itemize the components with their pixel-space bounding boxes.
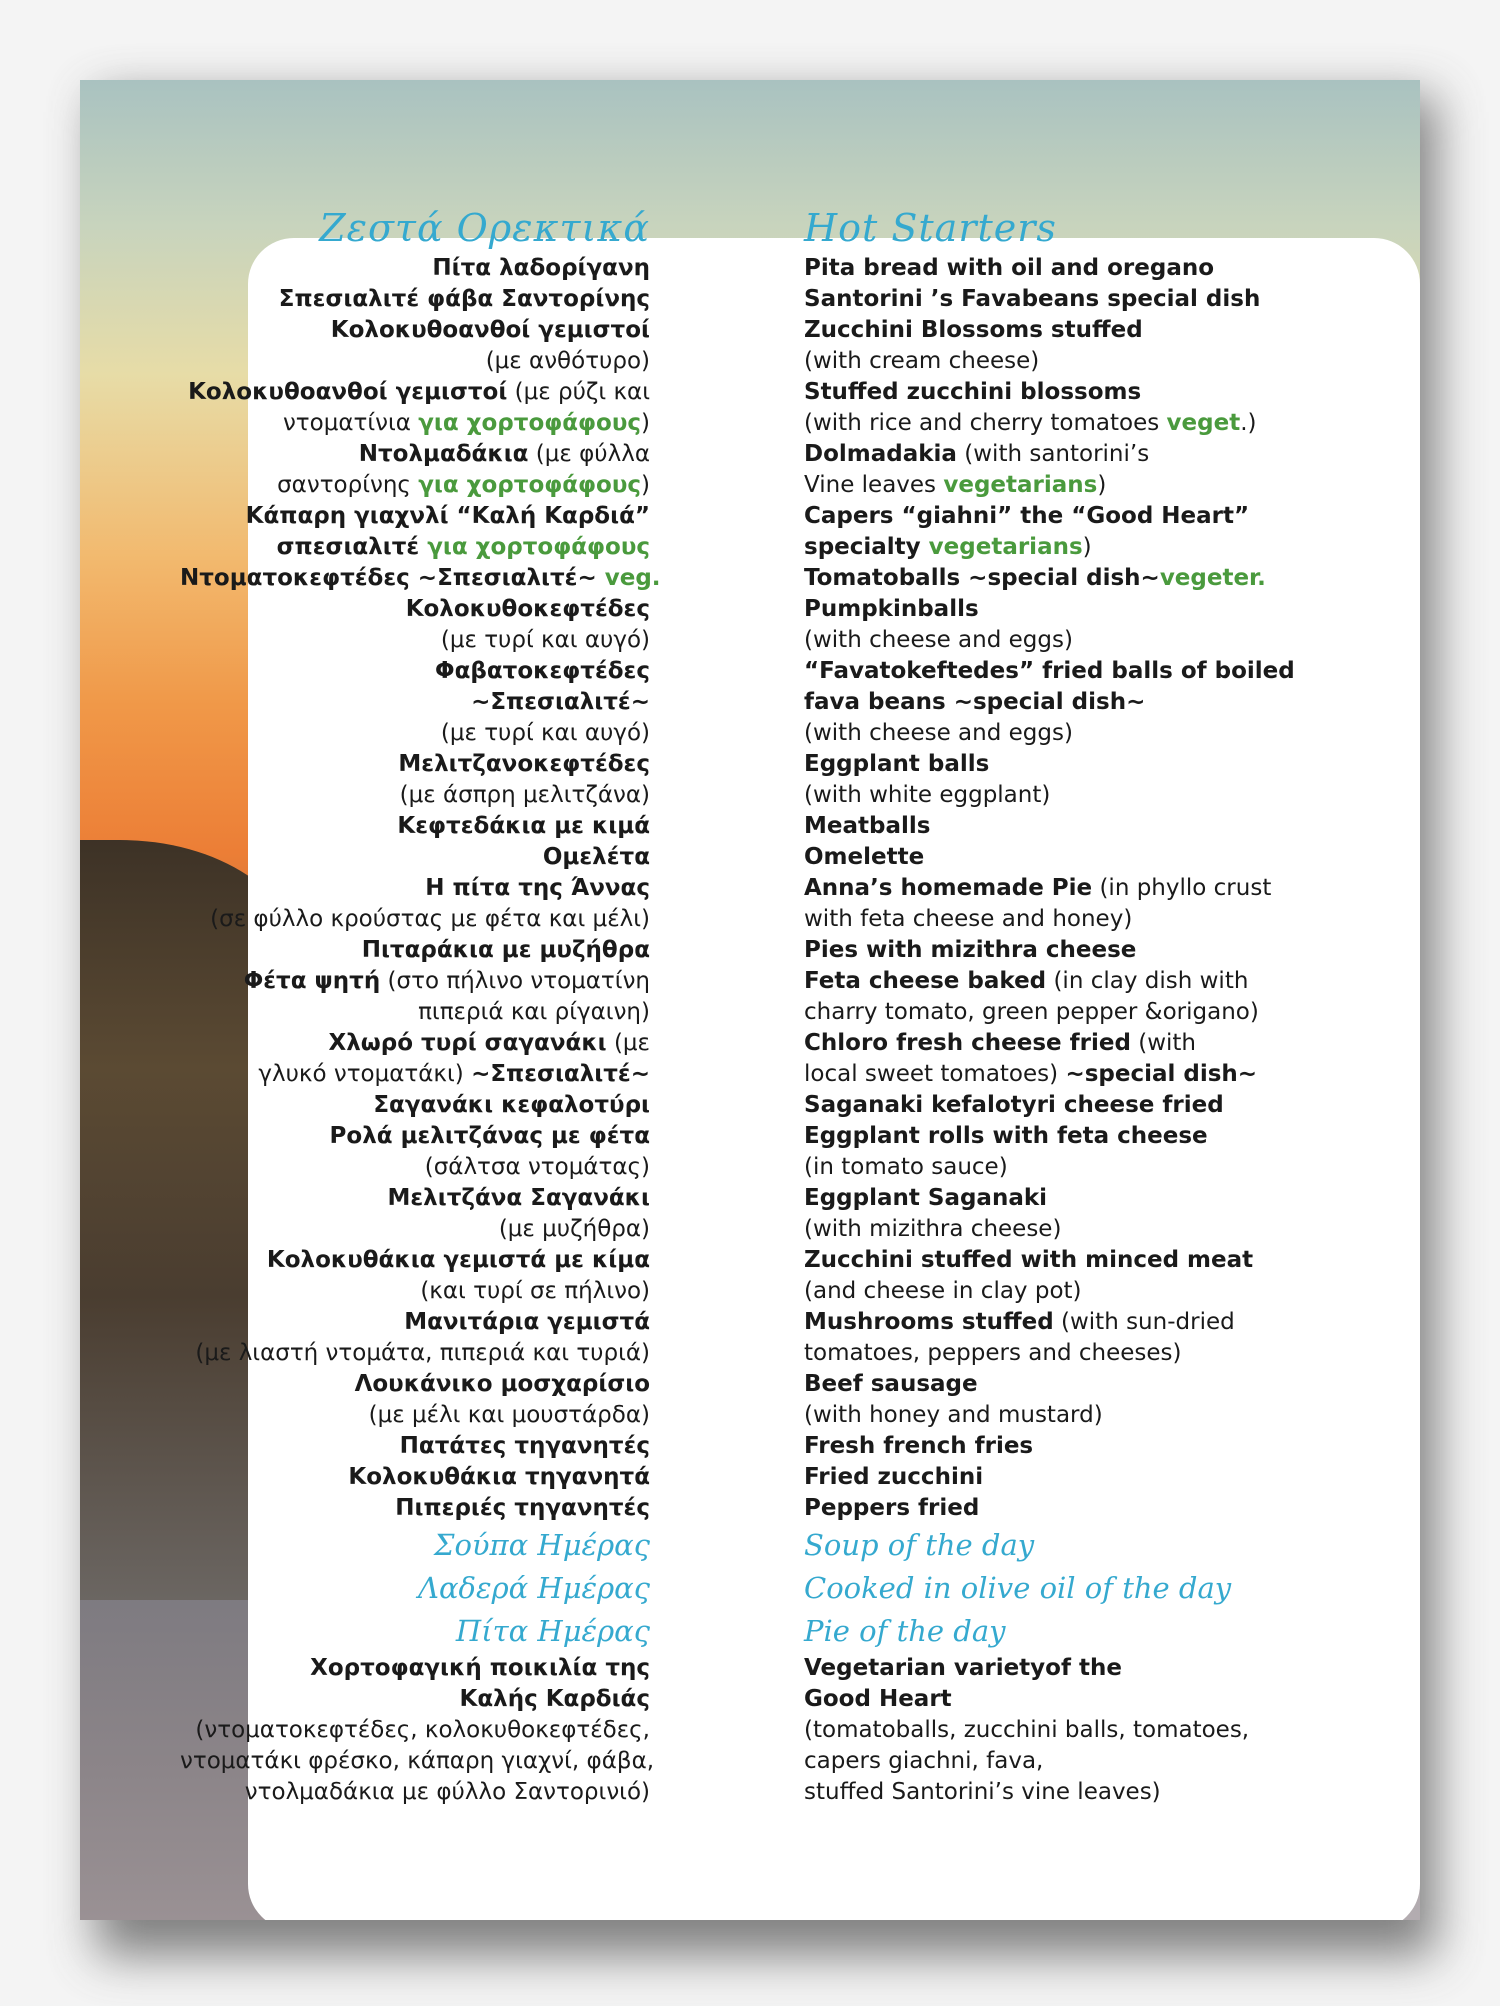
menu-text: Πιπεριές τηγανητές xyxy=(395,1495,650,1521)
menu-text: (με λιαστή ντομάτα, πιπεριά και τυριά) xyxy=(195,1340,650,1366)
menu-text: .) xyxy=(1240,410,1257,436)
menu-text: Anna’s homemade Pie xyxy=(804,875,1093,901)
menu-item xyxy=(804,842,1324,873)
menu-text: Pies with mizithra cheese xyxy=(804,937,1137,963)
menu-item xyxy=(180,1431,650,1462)
menu-item xyxy=(180,315,650,346)
menu-text: Saganaki kefalotyri cheese fried xyxy=(804,1092,1224,1118)
menu-text: fava beans ~special dish~ xyxy=(804,689,1146,715)
menu-item xyxy=(804,811,1324,842)
menu-text: Eggplant Saganaki xyxy=(804,1185,1048,1211)
menu-text: Κολοκυθοανθοί γεμιστοί xyxy=(188,379,508,405)
menu-text: (in phyllo crust xyxy=(1092,875,1272,901)
menu-text: ) xyxy=(1097,472,1107,498)
menu-item xyxy=(180,966,650,997)
menu-item xyxy=(180,563,661,594)
menu-text: (with xyxy=(1130,1030,1197,1056)
menu-text: (in tomato sauce) xyxy=(804,1154,1008,1180)
menu-text: Η πίτα της Άννας xyxy=(425,875,650,901)
menu-text: Πίτα λαδορίγανη xyxy=(432,255,650,281)
menu-item xyxy=(804,873,1324,904)
menu-text: (with white eggplant) xyxy=(804,782,1051,808)
menu-item xyxy=(804,1028,1324,1059)
menu-item xyxy=(180,625,650,656)
menu-item xyxy=(804,780,1324,811)
menu-text: (with mizithra cheese) xyxy=(804,1216,1062,1242)
menu-text: Eggplant balls xyxy=(804,751,990,777)
menu-text: (with rice and cherry tomatoes xyxy=(804,410,1167,436)
menu-item xyxy=(180,253,650,284)
menu-text: Tomatoballs ~special dish~ xyxy=(804,565,1160,591)
menu-item xyxy=(180,749,650,780)
menu-item xyxy=(804,656,1324,687)
menu-item xyxy=(804,470,1324,501)
menu-item xyxy=(804,346,1324,377)
menu-text: Zucchini Blossoms stuffed xyxy=(804,317,1143,343)
menu-text: Χλωρό τυρί σαγανάκι xyxy=(328,1030,607,1056)
menu-item xyxy=(804,1152,1324,1183)
menu-item xyxy=(180,1746,655,1777)
vegetarian-tag: veget xyxy=(1166,410,1241,436)
menu-text: Santorini ’s Favabeans special dish xyxy=(804,286,1261,312)
menu-text: Pie of the day xyxy=(804,1614,1006,1648)
menu-text: Κεφτεδάκια με κιμά xyxy=(397,813,650,839)
english-heading: Hot Starters xyxy=(804,206,1057,250)
menu-item xyxy=(804,284,1324,315)
greek-heading: Ζεστά Ορεκτικά xyxy=(319,206,650,250)
menu-text: ντοματάκι φρέσκο, κάπαρη γιαχνί, φάβα, xyxy=(180,1748,655,1774)
menu-section-title xyxy=(180,1524,650,1567)
menu-text: ~special dish~ xyxy=(1065,1061,1258,1087)
menu-item xyxy=(180,284,650,315)
menu-text: Cooked in olive oil of the day xyxy=(804,1571,1232,1605)
menu-text: (στο πήλινο ντοματίνη xyxy=(380,968,650,994)
menu-item xyxy=(804,1183,1324,1214)
menu-item xyxy=(804,1400,1324,1431)
menu-item xyxy=(804,997,1324,1028)
menu-text: σπεσιαλιτέ xyxy=(276,534,428,560)
menu-text: Φαβατοκεφτέδες xyxy=(435,658,650,684)
vegetarian-tag: vegeter. xyxy=(1159,565,1266,591)
menu-item xyxy=(804,1462,1324,1493)
menu-text: (with sun-dried xyxy=(1053,1309,1235,1335)
menu-text: (with cream cheese) xyxy=(804,348,1040,374)
menu-text: (με μυζήθρα) xyxy=(498,1216,650,1242)
menu-item xyxy=(804,1715,1324,1746)
menu-text: Ρολά μελιτζάνας με φέτα xyxy=(329,1123,650,1149)
menu-item xyxy=(804,501,1324,532)
menu-text: ντοματίνια xyxy=(282,410,419,436)
menu-item xyxy=(804,1307,1324,1338)
menu-text: (with santorini’s xyxy=(956,441,1150,467)
menu-text: Capers “giahni” the “Good Heart” xyxy=(804,503,1250,529)
menu-text: Feta cheese baked xyxy=(804,968,1047,994)
vegetarian-tag: για χορτοφάφους xyxy=(427,534,650,560)
menu-text: Πιταράκια με μυζήθρα xyxy=(361,937,650,963)
menu-item xyxy=(180,656,650,687)
menu-item xyxy=(804,1493,1324,1524)
menu-item xyxy=(804,687,1324,718)
menu-item xyxy=(804,718,1324,749)
menu-item xyxy=(804,439,1324,470)
menu-text: Ντοματοκεφτέδες ~Σπεσιαλιτέ~ xyxy=(180,565,605,591)
menu-text: Μανιτάρια γεμιστά xyxy=(404,1309,650,1335)
menu-text: Vegetarian varietyof the xyxy=(804,1655,1122,1681)
menu-text: capers giachni, fava, xyxy=(804,1748,1044,1774)
menu-text: (με άσπρη μελιτζάνα) xyxy=(399,782,650,808)
menu-text: Eggplant rolls with feta cheese xyxy=(804,1123,1208,1149)
menu-item xyxy=(180,470,650,501)
menu-item xyxy=(804,1369,1324,1400)
menu-text: (with honey and mustard) xyxy=(804,1402,1103,1428)
menu-text: σαντορίνης xyxy=(277,472,419,498)
menu-text: Soup of the day xyxy=(804,1528,1035,1562)
menu-item xyxy=(180,501,650,532)
menu-item xyxy=(180,1493,650,1524)
menu-text: ) xyxy=(641,472,650,498)
menu-section-title xyxy=(804,1567,1324,1610)
menu-item xyxy=(180,1653,650,1684)
menu-item xyxy=(180,1369,650,1400)
menu-text: Stuffed zucchini blossoms xyxy=(804,379,1142,405)
menu-item xyxy=(180,1090,650,1121)
menu-item xyxy=(804,1431,1324,1462)
menu-item xyxy=(804,625,1324,656)
menu-item xyxy=(180,1245,650,1276)
menu-item xyxy=(804,377,1324,408)
vegetarian-tag: vegetarians xyxy=(928,534,1083,560)
menu-item xyxy=(180,1059,650,1090)
menu-text: ) xyxy=(1082,534,1092,560)
menu-text: (με xyxy=(606,1030,650,1056)
menu-text: Ομελέτα xyxy=(542,844,650,870)
menu-text: Κολοκυθάκια γεμιστά με κίμα xyxy=(266,1247,650,1273)
menu-item xyxy=(180,1276,650,1307)
menu-item xyxy=(804,1653,1324,1684)
menu-item xyxy=(180,718,650,749)
menu-item xyxy=(180,997,650,1028)
menu-text: (σε φύλλο κρούστας με φέτα και μέλι) xyxy=(210,906,650,932)
menu-text: Fried zucchini xyxy=(804,1464,984,1490)
menu-item xyxy=(804,1777,1324,1808)
menu-text: Κολοκυθοανθοί γεμιστοί xyxy=(330,317,650,343)
menu-text: (and cheese in clay pot) xyxy=(804,1278,1082,1304)
menu-text: Pita bread with oil and oregano xyxy=(804,255,1215,281)
menu-item xyxy=(804,966,1324,997)
menu-item xyxy=(180,1183,650,1214)
menu-item xyxy=(180,1777,650,1808)
menu-item xyxy=(804,1214,1324,1245)
menu-section-title xyxy=(180,1610,650,1653)
menu-item xyxy=(804,1059,1324,1090)
menu-text: Κολοκυθάκια τηγανητά xyxy=(348,1464,650,1490)
menu-text: specialty xyxy=(804,534,929,560)
menu-item xyxy=(180,532,650,563)
menu-item xyxy=(804,1245,1324,1276)
menu-text: (με τυρί και αυγό) xyxy=(440,720,650,746)
menu-item xyxy=(180,377,650,408)
menu-item xyxy=(180,1028,650,1059)
menu-item xyxy=(180,1338,650,1369)
menu-text: Μελιτζάνα Σαγανάκι xyxy=(387,1185,650,1211)
menu-text: tomatoes, peppers and cheeses) xyxy=(804,1340,1182,1366)
menu-text: (με μέλι και μουστάρδα) xyxy=(368,1402,650,1428)
menu-text: ~Σπεσιαλιτέ~ xyxy=(471,1061,650,1087)
menu-text: (με τυρί και αυγό) xyxy=(440,627,650,653)
menu-text: (in clay dish with xyxy=(1046,968,1249,994)
menu-item xyxy=(804,532,1324,563)
greek-menu-column xyxy=(180,205,661,1808)
menu-text: Good Heart xyxy=(804,1686,952,1712)
menu-text: Peppers fried xyxy=(804,1495,980,1521)
menu-item xyxy=(180,346,650,377)
menu-text: (with cheese and eggs) xyxy=(804,627,1073,653)
menu-text: (σάλτσα ντομάτας) xyxy=(424,1154,650,1180)
menu-text: (ντοματοκεφτέδες, κολοκυθοκεφτέδες, xyxy=(195,1717,650,1743)
menu-text: Vine leaves xyxy=(804,472,944,498)
menu-item xyxy=(180,1400,650,1431)
vegetarian-tag: vegetarians xyxy=(943,472,1098,498)
menu-item xyxy=(180,1307,650,1338)
menu-item xyxy=(180,904,650,935)
menu-text: “Favatokeftedes” fried balls of boiled xyxy=(804,658,1295,684)
menu-text: Λουκάνικο μοσχαρίσιο xyxy=(354,1371,650,1397)
menu-item xyxy=(804,904,1324,935)
menu-text: Μελιτζανοκεφτέδες xyxy=(398,751,650,777)
menu-text: Σαγανάκι κεφαλοτύρι xyxy=(373,1092,650,1118)
menu-item xyxy=(180,594,650,625)
menu-text: Λαδερά Ημέρας xyxy=(418,1571,650,1605)
menu-text: Κολοκυθοκεφτέδες xyxy=(405,596,650,622)
menu-text: Πίτα Ημέρας xyxy=(455,1614,650,1648)
menu-text: Κάπαρη γιαχνλί “Καλή Καρδιά” xyxy=(245,503,650,529)
menu-section-title xyxy=(804,1524,1324,1567)
menu-item xyxy=(804,1684,1324,1715)
menu-item xyxy=(180,408,650,439)
menu-item xyxy=(804,594,1324,625)
menu-text: Σπεσιαλιτέ φάβα Σαντορίνης xyxy=(278,286,650,312)
menu-text: Mushrooms stuffed xyxy=(804,1309,1054,1335)
menu-text: Χορτοφαγική ποικιλία της xyxy=(310,1655,650,1681)
menu-text: charry tomato, green pepper &origano) xyxy=(804,999,1259,1025)
menu-item xyxy=(180,1214,650,1245)
menu-text: Φέτα ψητή xyxy=(243,968,381,994)
menu-text: ντολμαδάκια με φύλλο Σαντορινιό) xyxy=(244,1779,650,1805)
menu-text: stuffed Santorini’s vine leaves) xyxy=(804,1779,1161,1805)
menu-text: Chloro fresh cheese fried xyxy=(804,1030,1131,1056)
menu-item xyxy=(180,1684,650,1715)
menu-text: Pumpkinballs xyxy=(804,596,979,622)
menu-section-title xyxy=(180,1567,650,1610)
menu-text: Omelette xyxy=(804,844,925,870)
menu-text: (tomatoballs, zucchini balls, tomatoes, xyxy=(804,1717,1250,1743)
menu-text: ) xyxy=(641,410,650,436)
menu-text: Beef sausage xyxy=(804,1371,978,1397)
menu-item xyxy=(180,873,650,904)
menu-text: local sweet tomatoes) xyxy=(804,1061,1066,1087)
menu-item xyxy=(180,1152,650,1183)
menu-text: Πατάτες τηγανητές xyxy=(399,1433,650,1459)
menu-text: Zucchini stuffed with minced meat xyxy=(804,1247,1254,1273)
vegetarian-tag: για χορτοφάφους xyxy=(418,410,642,436)
menu-text: Σούπα Ημέρας xyxy=(433,1528,650,1562)
menu-text: ~Σπεσιαλιτέ~ xyxy=(471,689,650,715)
menu-item xyxy=(804,253,1324,284)
menu-item xyxy=(804,1276,1324,1307)
menu-item xyxy=(804,563,1324,594)
menu-item xyxy=(804,749,1324,780)
menu-text: (με ρύζι και xyxy=(507,379,650,405)
menu-text: (με ανθότυρο) xyxy=(485,348,650,374)
menu-item xyxy=(180,780,650,811)
vegetarian-tag: veg. xyxy=(604,565,661,591)
vegetarian-tag: για χορτοφάφους xyxy=(418,472,642,498)
menu-item xyxy=(180,1715,650,1746)
menu-item xyxy=(180,439,650,470)
menu-item xyxy=(804,935,1324,966)
menu-section-title xyxy=(804,1610,1324,1653)
menu-text: Fresh french fries xyxy=(804,1433,1034,1459)
menu-text: (και τυρί σε πήλινο) xyxy=(420,1278,650,1304)
menu-item xyxy=(180,842,650,873)
menu-text: (with cheese and eggs) xyxy=(804,720,1073,746)
menu-item xyxy=(804,408,1324,439)
menu-text: with feta cheese and honey) xyxy=(804,906,1133,932)
menu-item xyxy=(804,1338,1324,1369)
menu-item xyxy=(180,811,650,842)
menu-item xyxy=(804,315,1324,346)
menu-text: Ντολμαδάκια xyxy=(358,441,529,467)
menu-item xyxy=(804,1121,1324,1152)
menu-item xyxy=(804,1090,1324,1121)
menu-item xyxy=(180,1121,650,1152)
menu-text: Καλής Καρδιάς xyxy=(459,1686,650,1712)
menu-text: γλυκό ντοματάκι) xyxy=(258,1061,472,1087)
menu-item xyxy=(180,687,650,718)
menu-text: (με φύλλα xyxy=(528,441,650,467)
menu-item xyxy=(180,1462,650,1493)
menu-text: Meatballs xyxy=(804,813,931,839)
menu-text: πιπεριά και ρίγαινη) xyxy=(418,999,650,1025)
menu-item xyxy=(180,935,650,966)
menu-text: Dolmadakia xyxy=(804,441,957,467)
menu-item xyxy=(804,1746,1324,1777)
english-menu-column xyxy=(804,205,1324,1808)
